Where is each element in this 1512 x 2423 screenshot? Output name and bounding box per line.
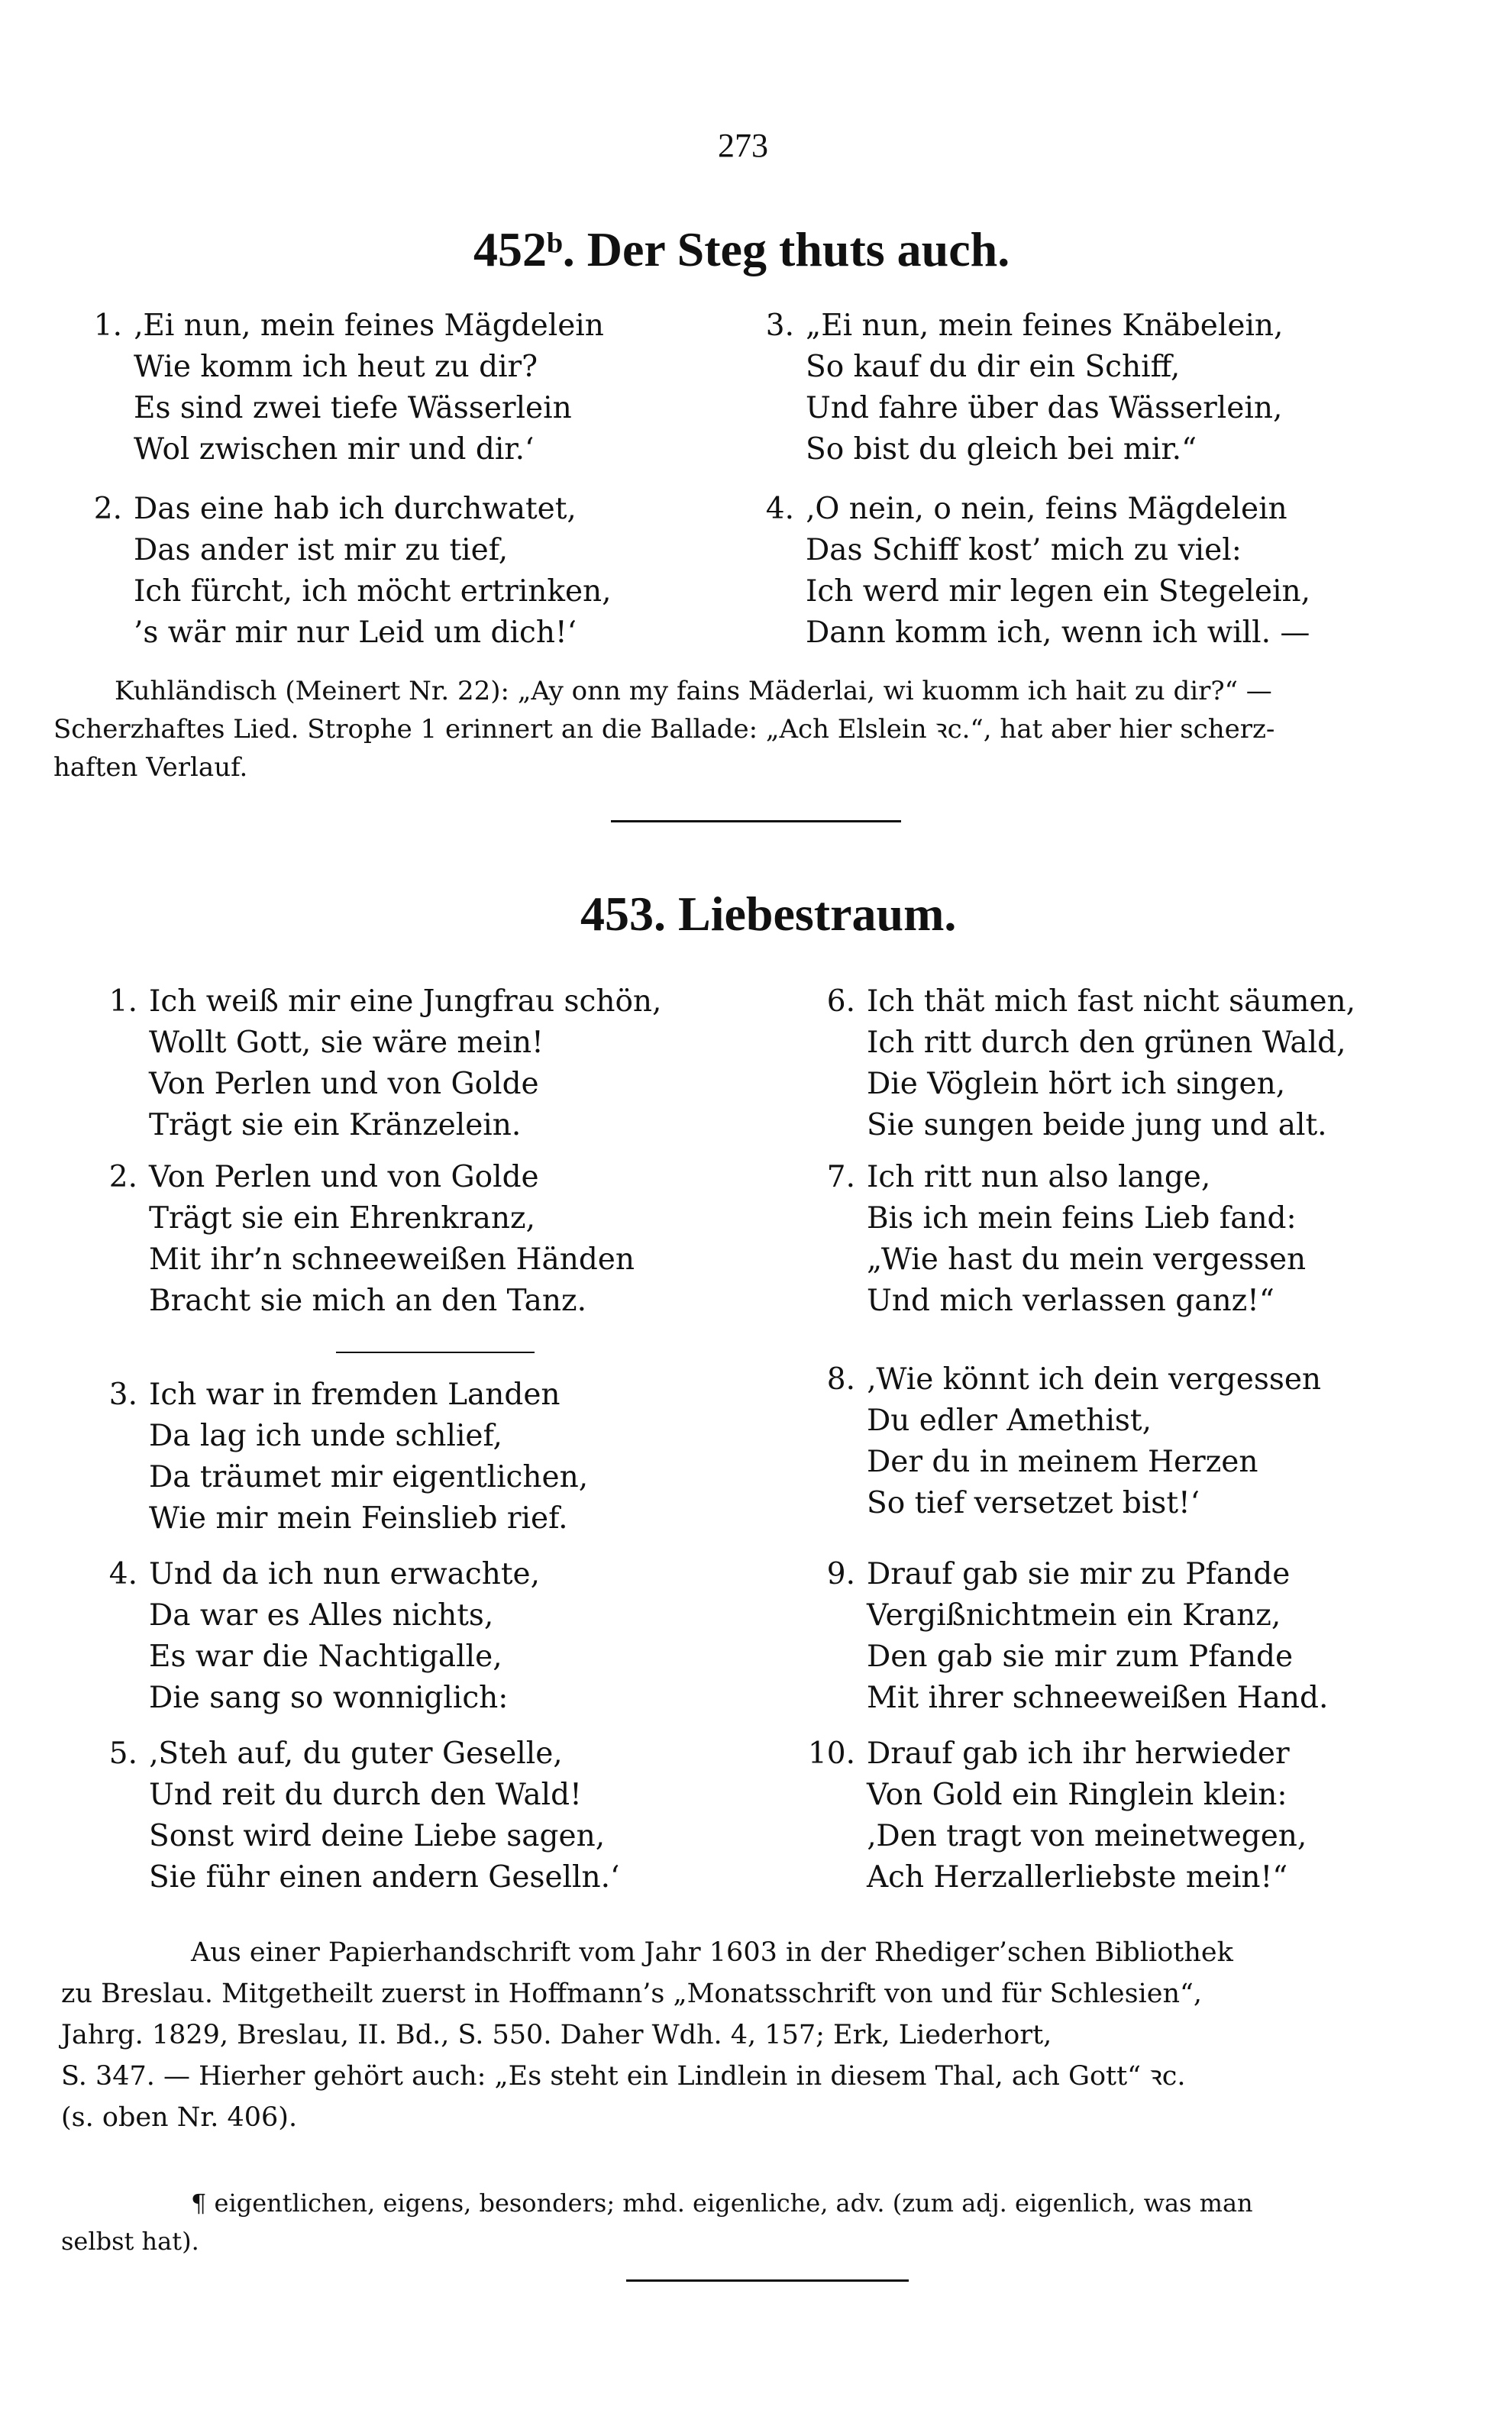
- verse-line: Du edler Amethist,: [867, 1404, 1152, 1438]
- song-452b-stanza-3: [733, 305, 1283, 470]
- stanza-number: 5.: [108, 1736, 137, 1771]
- verse-line: Drauf gab sie mir zu Pfande: [867, 1557, 1291, 1591]
- song-453-stanza-4: [76, 1554, 540, 1719]
- note-line: (s. oben Nr. 406).: [61, 2102, 298, 2133]
- verse-line: Die sang so wonniglich:: [149, 1681, 509, 1715]
- song-453-stanza-5: [76, 1733, 619, 1898]
- verse-line: Sonst wird deine Liebe sagen,: [149, 1819, 606, 1853]
- verse-line: Sie führ einen andern Geselln.‘: [149, 1860, 620, 1895]
- verse-line: ’s wär mir nur Leid um dich!‘: [134, 615, 577, 650]
- verse-line: Ich war in fremden Landen: [149, 1378, 561, 1412]
- verse-line: Und fahre über das Wässerlein,: [806, 391, 1283, 425]
- verse-line: So tief versetzet bist!‘: [867, 1486, 1200, 1520]
- song-453-title: 453. Liebestraum.: [580, 887, 957, 941]
- verse-line: Und mich verlassen ganz!“: [867, 1284, 1275, 1318]
- verse-line: Mit ihrer schneeweißen Hand.: [867, 1681, 1329, 1715]
- song-453-stanza-7: [794, 1157, 1306, 1322]
- footnote-line: selbst hat).: [61, 2227, 199, 2256]
- verse-line: Ich ritt nun also lange,: [867, 1160, 1211, 1194]
- note-line: haften Verlauf.: [53, 752, 248, 783]
- stanza-number: 1.: [108, 984, 137, 1019]
- end-divider: [626, 2279, 909, 2282]
- stanza-number: 8.: [826, 1362, 855, 1397]
- stanza-number: 10.: [807, 1736, 855, 1771]
- song-452b-stanza-4: [733, 489, 1310, 654]
- stanza-number: 3.: [765, 309, 794, 343]
- stanza-number: 1.: [93, 309, 122, 343]
- verse-line: Drauf gab ich ihr herwieder: [867, 1736, 1290, 1771]
- note-line: Scherzhaftes Lied. Strophe 1 erinnert an die Ballade: „Ach Elslein ꝛc.“, hat aber hier scherz-: [53, 714, 1275, 745]
- verse-line: Von Gold ein Ringlein klein:: [867, 1778, 1287, 1812]
- song-453-stanza-6: [794, 981, 1355, 1146]
- verse-line: Das ander ist mir zu tief,: [134, 533, 509, 567]
- stanza-number: 2.: [108, 1160, 137, 1194]
- verse-line: „Ei nun, mein feines Knäbelein,: [806, 309, 1284, 343]
- verse-line: Trägt sie ein Ehrenkranz,: [149, 1201, 535, 1236]
- song-453-stanza-8: [794, 1359, 1321, 1524]
- song-453-stanza-3: [76, 1375, 588, 1539]
- verse-line: ‚Steh auf, du guter Geselle,: [149, 1736, 563, 1771]
- verse-line: „Wie hast du mein vergessen: [867, 1242, 1307, 1277]
- verse-line: Ich thät mich fast nicht säumen,: [867, 984, 1356, 1019]
- note-line: zu Breslau. Mitgetheilt zuerst in Hoffmann’s „Monatsschrift von und für Schlesien“,: [61, 1979, 1203, 2009]
- verse-line: ‚Den tragt von meinetwegen,: [867, 1819, 1307, 1853]
- verse-line: Es sind zwei tiefe Wässerlein: [134, 391, 572, 425]
- stanza-number: 4.: [765, 492, 794, 526]
- verse-line: Der du in meinem Herzen: [867, 1445, 1258, 1479]
- song-453-stanza-1: [76, 981, 661, 1146]
- verse-line: Und reit du durch den Wald!: [149, 1778, 582, 1812]
- verse-line: Trägt sie ein Kränzelein.: [149, 1108, 522, 1142]
- verse-line: Das Schiff kost’ mich zu viel:: [806, 533, 1242, 567]
- verse-line: Ich weiß mir eine Jungfrau schön,: [149, 984, 662, 1019]
- verse-line: Sie sungen beide jung und alt.: [867, 1108, 1327, 1142]
- verse-line: Ich werd mir legen ein Stegelein,: [806, 574, 1310, 609]
- song-453-stanza-2: [76, 1157, 635, 1322]
- song-452b-note: [53, 672, 1275, 787]
- verse-line: Da träumet mir eigentlichen,: [149, 1460, 589, 1494]
- section-divider: [611, 820, 901, 822]
- stanza-number: 2.: [93, 492, 122, 526]
- stanza-number: 4.: [108, 1557, 137, 1591]
- stanza-number: 9.: [826, 1557, 855, 1591]
- verse-line: ‚Ei nun, mein feines Mägdelein: [134, 309, 604, 343]
- verse-line: Ich ritt durch den grünen Wald,: [867, 1026, 1346, 1060]
- verse-line: Wie komm ich heut zu dir?: [134, 350, 538, 384]
- verse-line: Bis ich mein feins Lieb fand:: [867, 1201, 1297, 1236]
- song-452b-stanza-2: [61, 489, 612, 654]
- verse-line: So kauf du dir ein Schiff,: [806, 350, 1181, 384]
- note-line: Jahrg. 1829, Breslau, II. Bd., S. 550. Daher Wdh. 4, 157; Erk, Liederhort,: [61, 2020, 1052, 2050]
- verse-line: So bist du gleich bei mir.“: [806, 432, 1197, 467]
- stanza-number: 7.: [826, 1160, 855, 1194]
- song-453-stanza-9: [794, 1554, 1328, 1719]
- verse-line: Das eine hab ich durchwatet,: [134, 492, 577, 526]
- verse-line: Ach Herzallerliebste mein!“: [867, 1860, 1288, 1895]
- note-line: Aus einer Papierhandschrift vom Jahr 1603 in der Rhediger’schen Bibliothek: [191, 1937, 1233, 1968]
- verse-line: ‚O nein, o nein, feins Mägdelein: [806, 492, 1287, 526]
- note-line: S. 347. — Hierher gehört auch: „Es steht ein Lindlein in diesem Thal, ach Gott“ ꝛc.: [61, 2061, 1186, 2092]
- verse-line: ‚Wie könnt ich dein vergessen: [867, 1362, 1322, 1397]
- verse-line: Von Perlen und von Golde: [149, 1160, 539, 1194]
- song-452b-title: 452ᵇ. Der Steg thuts auch.: [473, 222, 1010, 276]
- song-453-source-note: [61, 1932, 1233, 2138]
- verse-line: Ich fürcht, ich möcht ertrinken,: [134, 574, 612, 609]
- verse-line: Wollt Gott, sie wäre mein!: [149, 1026, 544, 1060]
- song-453-stanza-10: [794, 1733, 1307, 1898]
- verse-line: Es war die Nachtigalle,: [149, 1640, 502, 1674]
- song-452b-stanza-1: [61, 305, 604, 470]
- footnote-line: ¶ eigentlichen, eigens, besonders; mhd. eigenliche, adv. (zum adj. eigenlich, was man: [191, 2189, 1253, 2218]
- note-line: Kuhländisch (Meinert Nr. 22): „Ay onn my fains Mäderlai, wi kuomm ich hait zu dir?“ —: [115, 676, 1272, 706]
- verse-line: Die Vöglein hört ich singen,: [867, 1067, 1286, 1101]
- verse-line: Da war es Alles nichts,: [149, 1598, 494, 1633]
- verse-line: Und da ich nun erwachte,: [149, 1557, 541, 1591]
- stanza-number: 3.: [108, 1378, 137, 1412]
- verse-line: Dann komm ich, wenn ich will. —: [806, 615, 1310, 650]
- page-number: 273: [718, 127, 768, 164]
- verse-line: Von Perlen und von Golde: [149, 1067, 539, 1101]
- song-453-footnote: [61, 2184, 1253, 2260]
- verse-line: Bracht sie mich an den Tanz.: [149, 1284, 586, 1318]
- verse-line: Vergißnichtmein ein Kranz,: [867, 1598, 1281, 1633]
- verse-line: Den gab sie mir zum Pfande: [867, 1640, 1294, 1674]
- verse-line: Da lag ich unde schlief,: [149, 1419, 502, 1453]
- stanza-number: 6.: [826, 984, 855, 1019]
- verse-line: Wie mir mein Feinslieb rief.: [149, 1501, 568, 1536]
- stanza-divider: [336, 1352, 535, 1353]
- verse-line: Wol zwischen mir und dir.‘: [134, 432, 535, 467]
- verse-line: Mit ihr’n schneeweißen Händen: [149, 1242, 635, 1277]
